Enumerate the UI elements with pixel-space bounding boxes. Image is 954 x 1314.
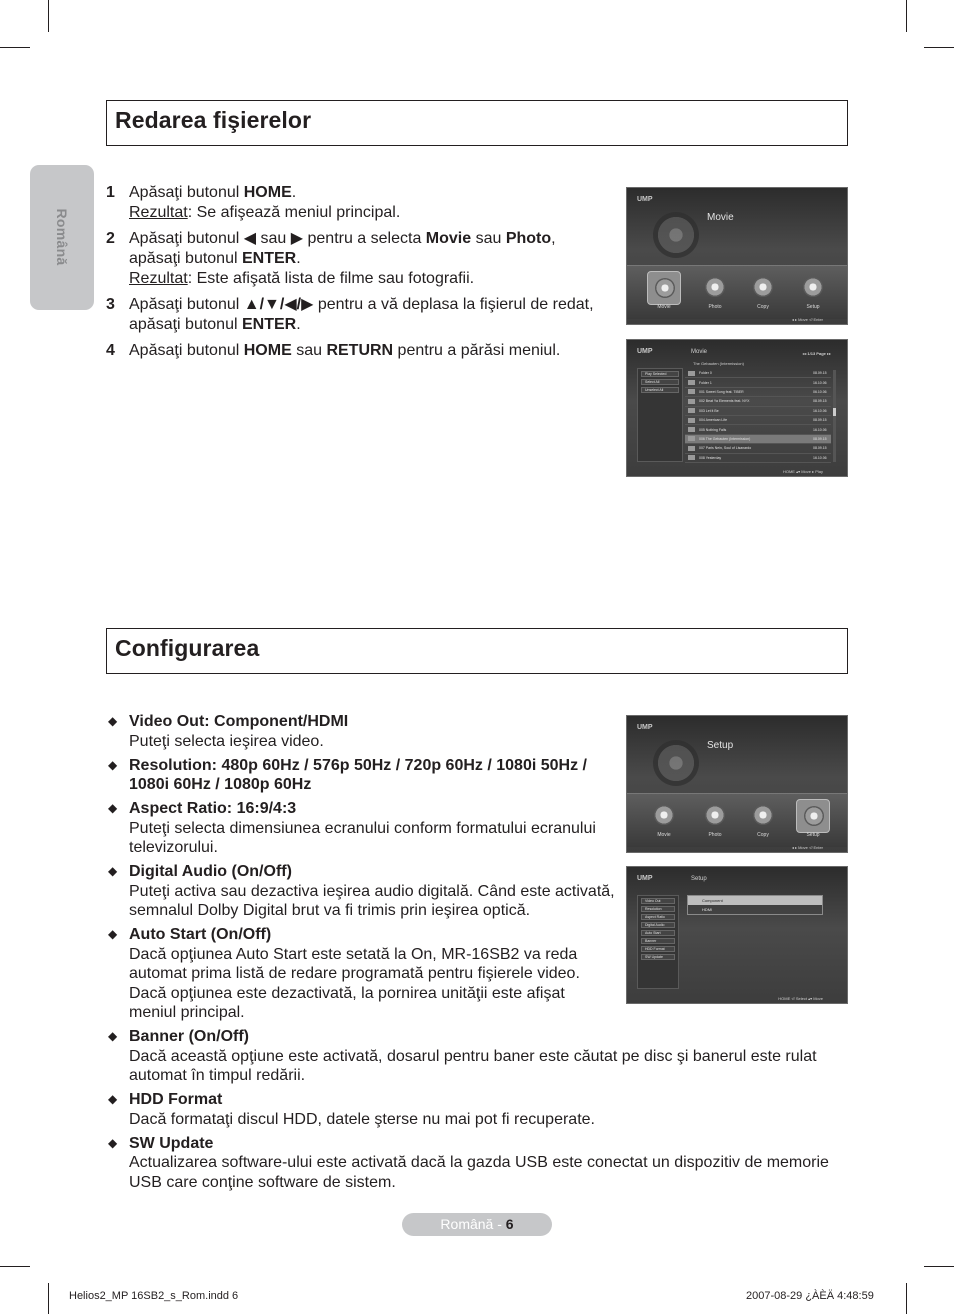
result-label: Rezultat (129, 270, 188, 287)
setup-icon (796, 271, 830, 305)
menu-label: Copy (757, 304, 769, 310)
option-component: Component (688, 896, 822, 905)
step-2 (106, 229, 611, 289)
screenshot-movie-list (626, 339, 848, 477)
option-sw-update (107, 1134, 835, 1193)
step-key: HOME (243, 342, 292, 359)
menu-label: Movie (657, 304, 671, 310)
menu-label: Photo (708, 304, 722, 310)
option-heading: Resolution: 480p 60Hz / 576p 50Hz / 720p 60Hz / 1080i 50Hz / 1080i 60Hz / 1080p 60Hz (129, 756, 587, 793)
diamond-bullet-icon: ◆ (108, 801, 118, 815)
diamond-bullet-icon: ◆ (108, 864, 118, 878)
step-key: HOME (243, 184, 292, 201)
diamond-bullet-icon: ◆ (108, 1029, 118, 1043)
list-item: 003 Let it Be 16.10.06 (685, 407, 831, 416)
option-description: Puteţi selecta ieşirea video. (129, 732, 324, 750)
step-key: ▲/▼/◀/▶ (243, 296, 314, 313)
footer-language: Română - (440, 1216, 506, 1232)
screen-footer: HOME ▴▾ Move ▸ Play (782, 469, 823, 474)
playback-steps (106, 183, 611, 367)
step-key: Photo (505, 230, 552, 247)
step-text: . (291, 184, 297, 201)
ump-logo: UMP (637, 724, 653, 731)
section-title: Redarea fişierelor (115, 107, 312, 133)
option-description: Dacă opţiunea Auto Start este setată la On, MR-16SB2 va reda automat prima listă de redare programată pentru fişierele video. Dacă opţiunea este dezactivată, la pornirea unităţii este afişat meniul principal. (129, 945, 580, 1021)
diamond-bullet-icon: ◆ (108, 757, 118, 772)
step-number: 1 (106, 184, 115, 201)
result-text: : Este afişată lista de filme sau fotografii. (187, 270, 475, 287)
list-item: Folder 0 08.09.15 (685, 369, 831, 378)
list-item: 001 Sweet Song feat. TIBER 06.10.06 (685, 388, 831, 397)
crop-mark (0, 1266, 30, 1267)
step-4 (106, 341, 611, 361)
list-item: Folder 1 16.10.06 (685, 378, 831, 387)
screen-footer: HOME ⏎ Select ▴▾ Move (778, 996, 823, 1001)
screen-footer: ◂ ▸ Move ⏎ Enter (791, 845, 823, 850)
option-description: Puteţi selecta dimensiunea ecranului conform formatului ecranului televizorului. (129, 819, 596, 856)
crop-mark (0, 47, 30, 48)
setup-icon (796, 799, 830, 833)
crop-mark (48, 1283, 49, 1314)
crop-mark (906, 0, 907, 32)
option-heading: Banner (On/Off) (129, 1028, 249, 1045)
step-key: Movie (425, 230, 472, 247)
setup-item: Aspect Ratio (641, 914, 675, 920)
section-heading-setup (106, 628, 848, 674)
crop-mark (48, 0, 49, 32)
step-text: sau (291, 342, 327, 359)
menu-title: Movie (707, 212, 734, 223)
step-text: . (296, 250, 301, 267)
menu-label: Movie (657, 832, 671, 838)
setup-item: SW Update (641, 954, 675, 960)
page-number-badge (402, 1213, 552, 1236)
language-tab (30, 165, 94, 310)
step-text: pentru a părăsi meniul. (393, 342, 561, 359)
setup-menu-panel (637, 895, 679, 989)
step-key: ENTER (241, 316, 297, 333)
menu-label: Setup (806, 304, 820, 310)
list-item-selected: 006 The Gebauten (Intermission) 08.09.15 (685, 435, 831, 444)
screenshot-main-menu-setup (626, 715, 848, 853)
movie-icon (647, 271, 681, 305)
screenshot-main-menu-movie (626, 187, 848, 325)
option-heading: Aspect Ratio: 16:9/4:3 (129, 800, 297, 817)
crop-mark (924, 1266, 954, 1267)
setup-item: Auto Start (641, 930, 675, 936)
list-item: 005 Nothing Falls 16.10.06 (685, 425, 831, 434)
print-file-info: Helios2_MP 16SB2_s_Rom.indd 6 (69, 1290, 239, 1302)
menu-title: Setup (707, 740, 734, 751)
gear-icon (653, 740, 699, 786)
copy-icon (746, 271, 780, 305)
result-label: Rezultat (129, 204, 188, 221)
step-3 (106, 295, 611, 335)
language-tab-label: Română (54, 208, 70, 266)
page-number: 6 (505, 1216, 514, 1232)
diamond-bullet-icon: ◆ (108, 927, 118, 941)
screenshot-setup-list (626, 866, 848, 1004)
menu-label: Copy (757, 832, 769, 838)
print-timestamp: 2007-08-29 ¿ÀÈÄ 4:48:59 (746, 1290, 874, 1302)
step-number: 3 (106, 296, 115, 313)
option-hdd-format (107, 1090, 835, 1129)
menu-label: Photo (708, 832, 722, 838)
crop-mark (924, 47, 954, 48)
copy-icon (746, 799, 780, 833)
option-item: Select All (641, 379, 679, 385)
movie-icon (647, 799, 681, 833)
step-number: 4 (106, 342, 115, 359)
diamond-bullet-icon: ◆ (108, 714, 118, 728)
option-description: Dacă această opţiune este activată, dosarul pentru baner este căutat pe disc şi banerul este rulat automat în timpul redării. (129, 1047, 817, 1084)
option-heading: Auto Start (On/Off) (129, 926, 272, 943)
setup-item: Banner (641, 938, 675, 944)
option-hdmi: HDMI (702, 907, 713, 912)
step-1 (106, 183, 611, 223)
section-heading-playback (106, 100, 848, 146)
option-description: Puteţi activa sau dezactiva ieşirea audio digitală. Când este activată, semnalul Dolby Digital brut va fi trimis prin ieşirea optică. (129, 882, 615, 919)
setup-item: HDD Format (641, 946, 675, 952)
diamond-bullet-icon: ◆ (108, 1092, 118, 1106)
option-heading: HDD Format (129, 1091, 223, 1108)
step-text: sau (471, 230, 506, 247)
diamond-bullet-icon: ◆ (108, 1135, 118, 1150)
step-text: , apăsaţi butonul (129, 230, 556, 267)
step-text: pentru a vă deplasa la fişierul de redat, apăsaţi butonul (129, 296, 594, 333)
option-item: Play Selected (641, 371, 679, 377)
setup-item: Resolution (641, 906, 675, 912)
step-key: RETURN (326, 342, 394, 359)
options-panel (637, 368, 683, 462)
option-heading: SW Update (129, 1134, 214, 1152)
screen-footer: ◂ ▸ Move ⏎ Enter (791, 317, 823, 322)
page-indicator: ◂◂ 1/13 Page ▸▸ (802, 351, 831, 356)
step-text: . (296, 316, 301, 333)
ump-logo: UMP (637, 875, 653, 882)
photo-icon (698, 799, 732, 833)
option-item: Unselect All (641, 387, 679, 393)
crop-mark (906, 1283, 907, 1314)
file-list (685, 369, 831, 463)
setup-item: Video Out (641, 898, 675, 904)
step-text: Apăsaţi butonul (129, 342, 244, 359)
result-text: : Se afişează meniul principal. (187, 204, 401, 221)
list-item: 002 Beat Ya Elements feat. NYX 08.09.15 (685, 397, 831, 406)
menu-label: Setup (806, 832, 820, 838)
photo-icon (698, 271, 732, 305)
film-reel-icon (653, 212, 699, 258)
scrollbar (833, 370, 836, 462)
section-title: Configurarea (115, 635, 260, 661)
option-banner (107, 1027, 835, 1086)
option-description: Actualizarea software-ului este activată dacă la gazda USB este conectat un dispozitiv de memorie USB care conţine software de sistem. (129, 1154, 829, 1191)
list-item: 008 Yesterday 16.10.06 (685, 454, 831, 463)
setup-item: Digital Audio (641, 922, 675, 928)
ump-logo: UMP (637, 348, 653, 355)
step-key: ENTER (241, 250, 297, 267)
option-description: Dacă formataţi discul HDD, datele şterse nu mai pot fi recuperate. (129, 1110, 595, 1128)
ump-logo: UMP (637, 196, 653, 203)
step-text: Apăsaţi butonul (129, 184, 244, 201)
option-heading: Video Out: Component/HDMI (129, 713, 349, 730)
list-item: 004 American Life 08.09.15 (685, 416, 831, 425)
video-out-options (687, 895, 823, 915)
list-title: Movie (691, 349, 708, 355)
step-text: Apăsaţi butonul ◀ sau ▶ pentru a selecta (129, 230, 426, 247)
step-number: 2 (106, 230, 115, 247)
list-item: 007 Paris Nein, Soul of Lisanardo 08.09.15 (685, 444, 831, 453)
option-heading: Digital Audio (On/Off) (129, 863, 292, 880)
folder-path: The Gebauten (Intermission) (693, 361, 744, 366)
list-title: Setup (691, 876, 707, 882)
step-text: Apăsaţi butonul (129, 296, 244, 313)
